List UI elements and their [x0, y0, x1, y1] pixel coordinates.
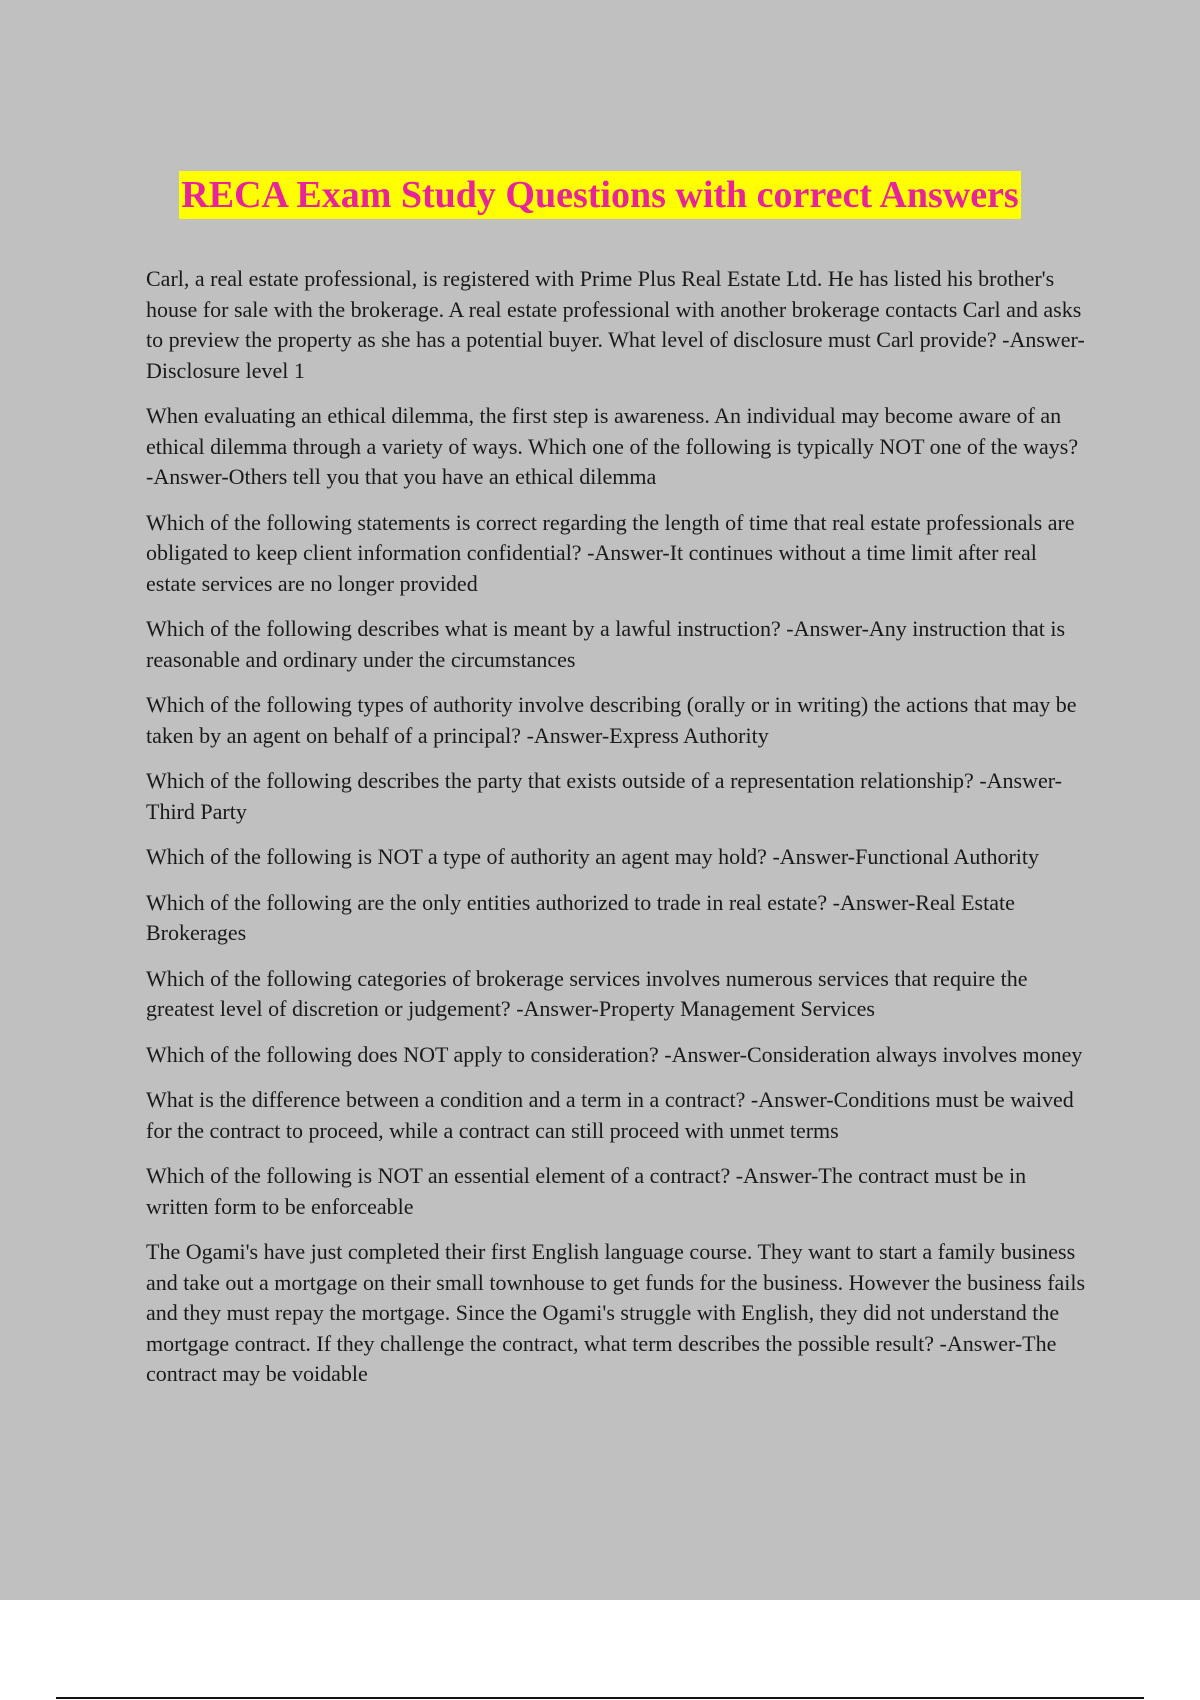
qa-item: Which of the following is NOT an essential element of a contract? -Answer-The contract must be in written form to be enforceable — [146, 1163, 1027, 1219]
question-answer-list — [146, 264, 1086, 1405]
qa-item: Which of the following statements is correct regarding the length of time that real estate professionals are obligated to keep client information confidential? -Answer-It continues without a time limit after real estate services are no longer provided — [146, 509, 1075, 596]
qa-item: Which of the following types of authority involve describing (orally or in writing) the actions that may be taken by an agent on behalf of a principal? -Answer-Express Authority — [146, 692, 1077, 748]
qa-item: What is the difference between a condition and a term in a contract? -Answer-Conditions must be waived for the contract to proceed, while a contract can still proceed with unmet terms — [146, 1087, 1074, 1143]
qa-item: Which of the following describes what is meant by a lawful instruction? -Answer-Any instruction that is reasonable and ordinary under the circumstances — [146, 616, 1066, 672]
qa-item: Which of the following are the only entities authorized to trade in real estate? -Answer-Real Estate Brokerages — [146, 889, 1015, 945]
qa-item: The Ogami's have just completed their first English language course. They want to start a family business and take out a mortgage on their small townhouse to get funds for the business. However the business fails and they must repay the mortgage. Since the Ogami's struggle with English, they did not understand the mortgage contract. If they challenge the contract, what term describes the possible result? -Answer-The contract may be voidable — [146, 1239, 1086, 1386]
footer-divider — [56, 1697, 1144, 1699]
title-container — [0, 171, 1200, 219]
qa-item: Which of the following categories of brokerage services involves numerous services that require the greatest level of discretion or judgement? -Answer-Property Management Services — [146, 965, 1028, 1021]
qa-item: Carl, a real estate professional, is registered with Prime Plus Real Estate Ltd. He has listed his brother's house for sale with the brokerage. A real estate professional with another brokerage contacts Carl and asks to preview the property as she has a potential buyer. What level of disclosure must Carl provide? -Answer-Disclosure level 1 — [146, 266, 1085, 383]
qa-item: When evaluating an ethical dilemma, the first step is awareness. An individual may become aware of an ethical dilemma through a variety of ways. Which one of the following is typically NOT one of the ways? -Answer-Others tell you that you have an ethical dilemma — [146, 403, 1079, 489]
qa-item: Which of the following describes the party that exists outside of a representation relationship? -Answer-Third Party — [146, 768, 1062, 824]
qa-item: Which of the following does NOT apply to consideration? -Answer-Consideration always involves money — [146, 1041, 1083, 1067]
qa-item: Which of the following is NOT a type of authority an agent may hold? -Answer-Functional Authority — [146, 844, 1040, 869]
document-title: RECA Exam Study Questions with correct Answers — [179, 171, 1020, 219]
